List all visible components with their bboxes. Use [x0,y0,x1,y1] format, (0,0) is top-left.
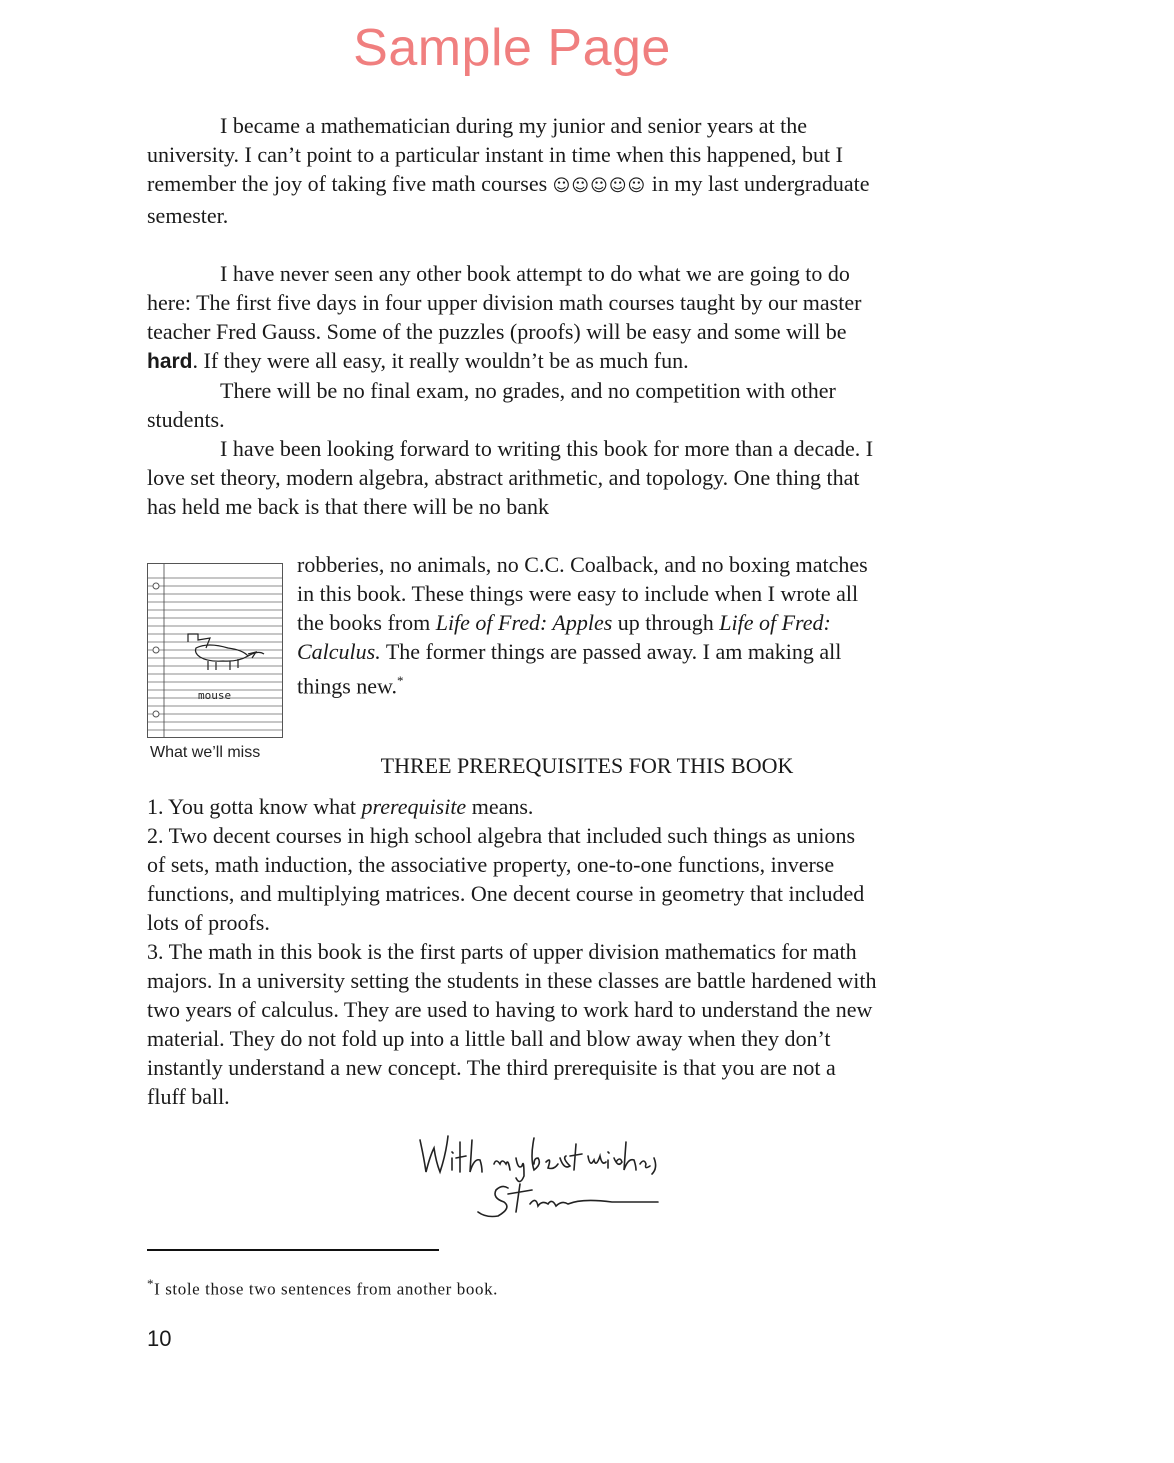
footnote-text: I stole those two sentences from another book. [154,1279,499,1299]
wrapped-text-b: up through [612,610,720,635]
paragraph-2 [147,259,877,376]
footnote-divider [147,1249,439,1251]
list-item [147,792,877,821]
signature-drawing [412,1123,672,1223]
footnote [147,1276,498,1300]
footnote-reference: * [397,673,404,688]
paragraph-2-text-b: . If they were all easy, it really wouldn’t be as much fun. [192,348,689,373]
list-item: 3. The math in this book is the first parts of upper division mathematics for math majors. In a university setting the students in these classes are battle hardened with two years of calculus. They are used to having to work hard to understand the new material. They do not fold up into a little ball and blow away when they don’t instantly understand a new concept. The third prerequisite is that you are not a fluff ball. [147,939,877,1109]
italic-title-calculus: Life of Fred: Calculus. [297,610,831,664]
list-item-1-text-b: means. [466,794,534,819]
prerequisites-list [147,792,877,1111]
paragraph-4: I have been looking forward to writing this book for more than a decade. I love set theory, modern algebra, abstract arithmetic, and topology. One thing that has held me back is that there will be no bank [147,436,874,519]
list-item: 2. Two decent courses in high school algebra that included such things as unions of sets, math induction, the associative property, one-to-one functions, inverse functions, and multiplying matrices. One decent course in geometry that included lots of proofs. [147,823,865,935]
italic-title-apples: Life of Fred: Apples [435,610,613,635]
paragraph-1-text-b: in my last undergraduate semester. [147,171,870,228]
main-text [147,111,877,521]
notebook-mouse-drawing [148,564,282,737]
paragraph-1-text-a: I became a mathematician during my junior and senior years at the university. I can’t point to a particular instant in time when this happened, but I remember the joy of taking five math courses [147,113,843,196]
list-item-1-text-a: 1. You gotta know what [147,794,362,819]
section-heading: THREE PREREQUISITES FOR THIS BOOK [380,753,794,778]
sample-page-watermark: Sample Page [353,19,671,77]
paragraph-1 [147,111,877,230]
wrapped-text-a: robberies, no animals, no C.C. Coalback, and no boxing matches in this book. These things were easy to include when I wrote all the books from [297,552,868,635]
mouse-label: mouse [198,689,232,702]
paragraph-3: There will be no final exam, no grades, and no competition with other students. [147,378,836,432]
wrapped-text-c: The former things are passed away. I am making all things new. [297,639,842,699]
page-number: 10 [147,1326,172,1351]
notebook-drawing-figure [147,563,283,738]
signature-text: With my best wishes, Stan [412,1123,423,1124]
footnote-mark: * [147,1276,155,1291]
figure-caption: What we’ll miss [150,744,261,761]
paragraph-2-text-a: I have never seen any other book attempt to do what we are going to do here: The first five days in four upper division math courses taught by our master teacher Fred Gauss. Some of the puzzles (proofs) will be easy and some will be [147,261,862,344]
italic-prerequisite: prerequisite [361,794,467,819]
smiley-faces: ☺☺☺☺☺ [552,176,647,196]
wrapped-paragraph [297,550,877,700]
bold-hard-word: hard [147,350,193,373]
handwritten-signature [412,1123,672,1223]
